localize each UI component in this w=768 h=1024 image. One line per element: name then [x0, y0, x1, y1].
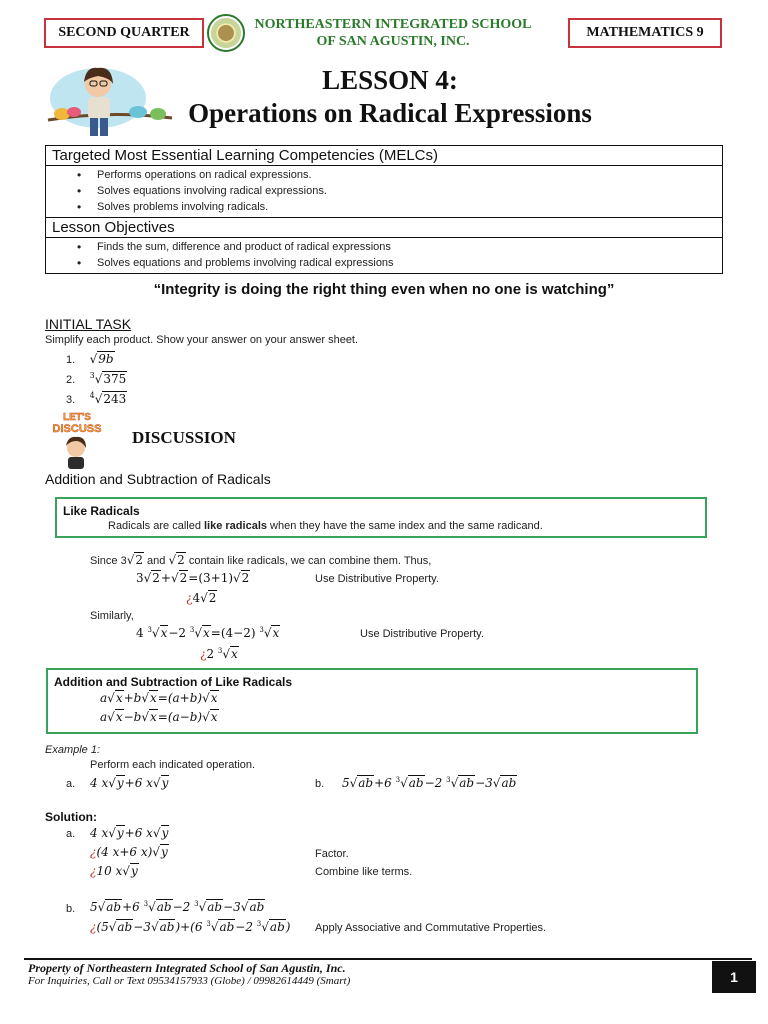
- example1-label: Example 1:: [45, 744, 101, 756]
- quarter-text: SECOND QUARTER: [58, 25, 190, 40]
- subject-text: MATHEMATICS 9: [586, 25, 704, 40]
- melcs-table: [45, 145, 723, 274]
- item-radicand: 9b: [98, 352, 114, 366]
- solution-a-line1: 4 x√y+6 x√y: [90, 826, 169, 840]
- note-distributive-2: Use Distributive Property.: [360, 628, 484, 640]
- objectives-list: [46, 238, 722, 273]
- objectives-heading: Lesson Objectives: [46, 217, 722, 238]
- solution-b-line1: 5√ab+6 $^3$√ab−2 $^3$√ab−3√ab: [90, 900, 265, 914]
- since-c: and: [144, 555, 169, 567]
- school-name-line1: NORTHEASTERN INTEGRATED SCHOOL: [254, 17, 532, 32]
- melcs-heading: Targeted Most Essential Learning Competencies (MELCs): [46, 146, 722, 166]
- melc-item: • Solves equations involving radical expressions.: [46, 183, 722, 199]
- footer-divider: [24, 958, 752, 960]
- page-number-text: 1: [730, 969, 738, 985]
- like-radicals-box: [55, 497, 707, 538]
- item-radicand: 243: [103, 392, 127, 406]
- item-index: 4: [89, 391, 95, 400]
- page-number: [712, 961, 756, 993]
- initial-task-item: 3. $^4$√243: [66, 391, 127, 406]
- rule-box-heading: Addition and Subtraction of Like Radicals: [54, 675, 293, 689]
- objective-item: • Solves equations and problems involving radical expressions: [46, 255, 722, 271]
- rule-box: [46, 668, 698, 734]
- school-name: [248, 16, 538, 50]
- equation-cbrt-result: ¿2 $^3$√x: [200, 647, 238, 661]
- rule-subtraction: a√x−b√x=(a−b)√x: [100, 710, 218, 724]
- example1-a-expression: 4 x√y+6 x√y: [90, 776, 169, 790]
- objective-item: • Finds the sum, difference and product of radical expressions: [46, 239, 722, 255]
- initial-task-item: 2. $^3$√375: [66, 371, 127, 386]
- note-factor: Factor.: [315, 848, 349, 860]
- equation-sqrt2-result: ¿4√2: [186, 591, 217, 605]
- solution-a-line3: ¿10 x√y: [90, 864, 138, 878]
- item-number: 3.: [66, 394, 76, 406]
- teacher-avatar-illustration: [40, 60, 180, 142]
- initial-task-instruction: Simplify each product. Show your answer on your answer sheet.: [45, 334, 359, 346]
- note-distributive-1: Use Distributive Property.: [315, 573, 439, 585]
- initial-task-item: 1. √9b: [66, 352, 114, 366]
- like-radicals-heading: Like Radicals: [63, 504, 140, 518]
- equation-cbrt-difference: 4 $^3$√x−2 $^3$√x=(4−2) $^3$√x: [136, 626, 280, 640]
- since-radicand-1: 2: [135, 553, 143, 567]
- example1-b-label: b.: [315, 778, 325, 790]
- similarly-label: Similarly,: [90, 610, 134, 622]
- since-e: contain like radicals, we can combine them. Thus,: [185, 555, 432, 567]
- since-radicand-2: 2: [177, 553, 185, 567]
- badge-text-top: LET'S: [63, 412, 91, 423]
- integrity-quote: “Integrity is doing the right thing even when no one is watching”: [153, 281, 615, 298]
- melc-item: • Solves problems involving radicals.: [46, 199, 722, 215]
- equation-sqrt2-sum: 3√2+√2=(3+1)√2: [136, 571, 250, 585]
- rule-addition: a√x+b√x=(a+b)√x: [100, 691, 218, 705]
- example1-a-label: a.: [66, 778, 76, 790]
- lesson-name: Operations on Radical Expressions: [188, 98, 592, 128]
- like-radicals-definition: [108, 520, 543, 532]
- initial-task-title: INITIAL TASK: [45, 316, 132, 332]
- discussion-title: DISCUSSION: [132, 428, 236, 447]
- item-radicand: 375: [103, 372, 127, 386]
- subject-label: [568, 18, 722, 48]
- item-number: 2.: [66, 374, 76, 386]
- since-sentence: Since 3√2 and √2 contain like radicals, we can combine them. Thus,: [90, 553, 432, 567]
- item-index: 3: [89, 371, 95, 380]
- melcs-list: [46, 166, 722, 217]
- school-name-line2: OF SAN AGUSTIN, INC.: [316, 34, 470, 49]
- school-seal-icon: [207, 14, 245, 52]
- note-combine: Combine like terms.: [315, 866, 413, 878]
- lets-discuss-badge-icon: [44, 408, 110, 470]
- example1-instruction: Perform each indicated operation.: [90, 759, 256, 771]
- since-a: Since 3: [90, 555, 127, 567]
- example1-b-expression: 5√ab+6 $^3$√ab−2 $^3$√ab−3√ab: [342, 776, 517, 790]
- lesson-number: LESSON 4:: [322, 65, 458, 95]
- solution-b-label: b.: [66, 903, 76, 915]
- definition-pre: Radicals are called: [108, 520, 204, 532]
- solution-label: Solution:: [45, 810, 97, 824]
- solution-b-line2: ¿(5√ab−3√ab)+(6 $^3$√ab−2 $^3$√ab): [90, 920, 291, 934]
- note-associative: Apply Associative and Commutative Properties.: [315, 922, 547, 934]
- melc-item: • Performs operations on radical expressions.: [46, 167, 722, 183]
- quarter-label: [44, 18, 204, 48]
- solution-a-label: a.: [66, 828, 76, 840]
- definition-post: when they have the same index and the same radicand.: [267, 520, 543, 532]
- item-number: 1.: [66, 354, 76, 366]
- footer-contact: For Inquiries, Call or Text 09534157933 (Globe) / 09982614449 (Smart): [28, 975, 351, 987]
- discussion-subtitle: Addition and Subtraction of Radicals: [45, 471, 271, 487]
- definition-term: like radicals: [204, 520, 267, 532]
- badge-text-bottom: DISCUSS: [52, 423, 102, 435]
- lesson-title: [180, 64, 600, 130]
- solution-a-line2: ¿(4 x+6 x)√y: [90, 845, 168, 859]
- footer-property: Property of Northeastern Integrated School of San Agustin, Inc.: [28, 961, 346, 975]
